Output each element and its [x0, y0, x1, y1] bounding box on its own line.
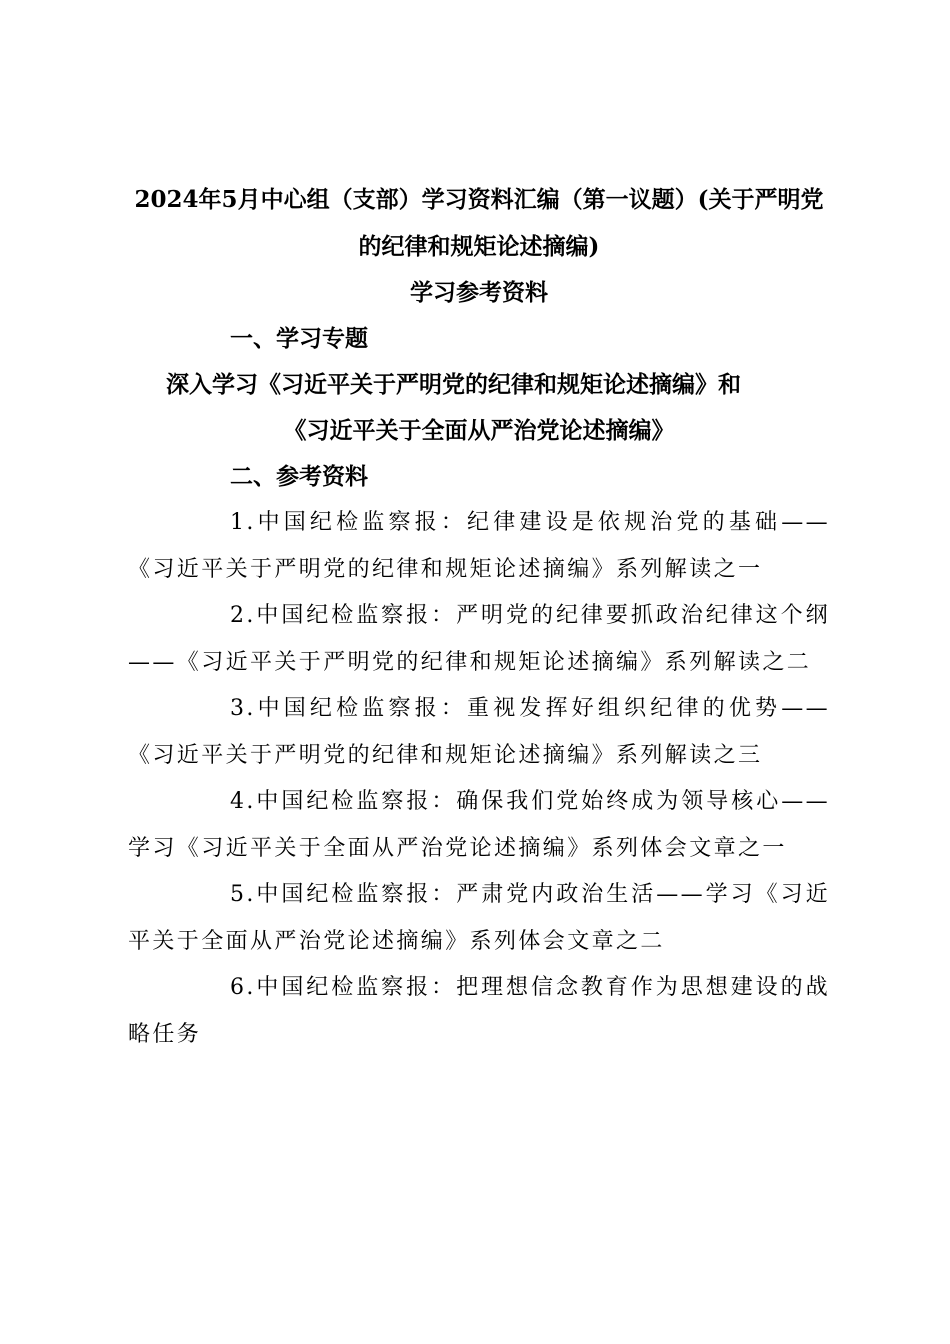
topic-line-1: 深入学习《习近平关于严明党的纪律和规矩论述摘编》和	[166, 371, 741, 398]
document-title: 2024年5月中心组（支部）学习资料汇编（第一议题）(关于严明党的纪律和规矩论述摘编)	[134, 186, 824, 260]
section-heading-references: 二、参考资料	[230, 463, 368, 490]
document-subtitle: 学习参考资料	[410, 279, 548, 306]
document-page	[128, 176, 830, 1058]
reference-item: 3.中国纪检监察报：重视发挥好组织纪律的优势——《习近平关于严明党的纪律和规矩论述摘编》系列解读之三	[128, 696, 830, 768]
reference-item: 2.中国纪检监察报：严明党的纪律要抓政治纪律这个纲——《习近平关于严明党的纪律和规矩论述摘编》系列解读之二	[128, 603, 830, 675]
reference-item: 1.中国纪检监察报：纪律建设是依规治党的基础——《习近平关于严明党的纪律和规矩论述摘编》系列解读之一	[128, 510, 830, 582]
reference-item: 6.中国纪检监察报：把理想信念教育作为思想建设的战略任务	[128, 975, 830, 1047]
section-heading-topic: 一、学习专题	[230, 325, 368, 352]
topic-line-2: 《习近平关于全面从严治党论述摘编》	[283, 417, 675, 444]
reference-item: 4.中国纪检监察报：确保我们党始终成为领导核心——学习《习近平关于全面从严治党论述摘编》系列体会文章之一	[128, 789, 830, 861]
reference-item: 5.中国纪检监察报：严肃党内政治生活——学习《习近平关于全面从严治党论述摘编》系列体会文章之二	[128, 882, 830, 954]
